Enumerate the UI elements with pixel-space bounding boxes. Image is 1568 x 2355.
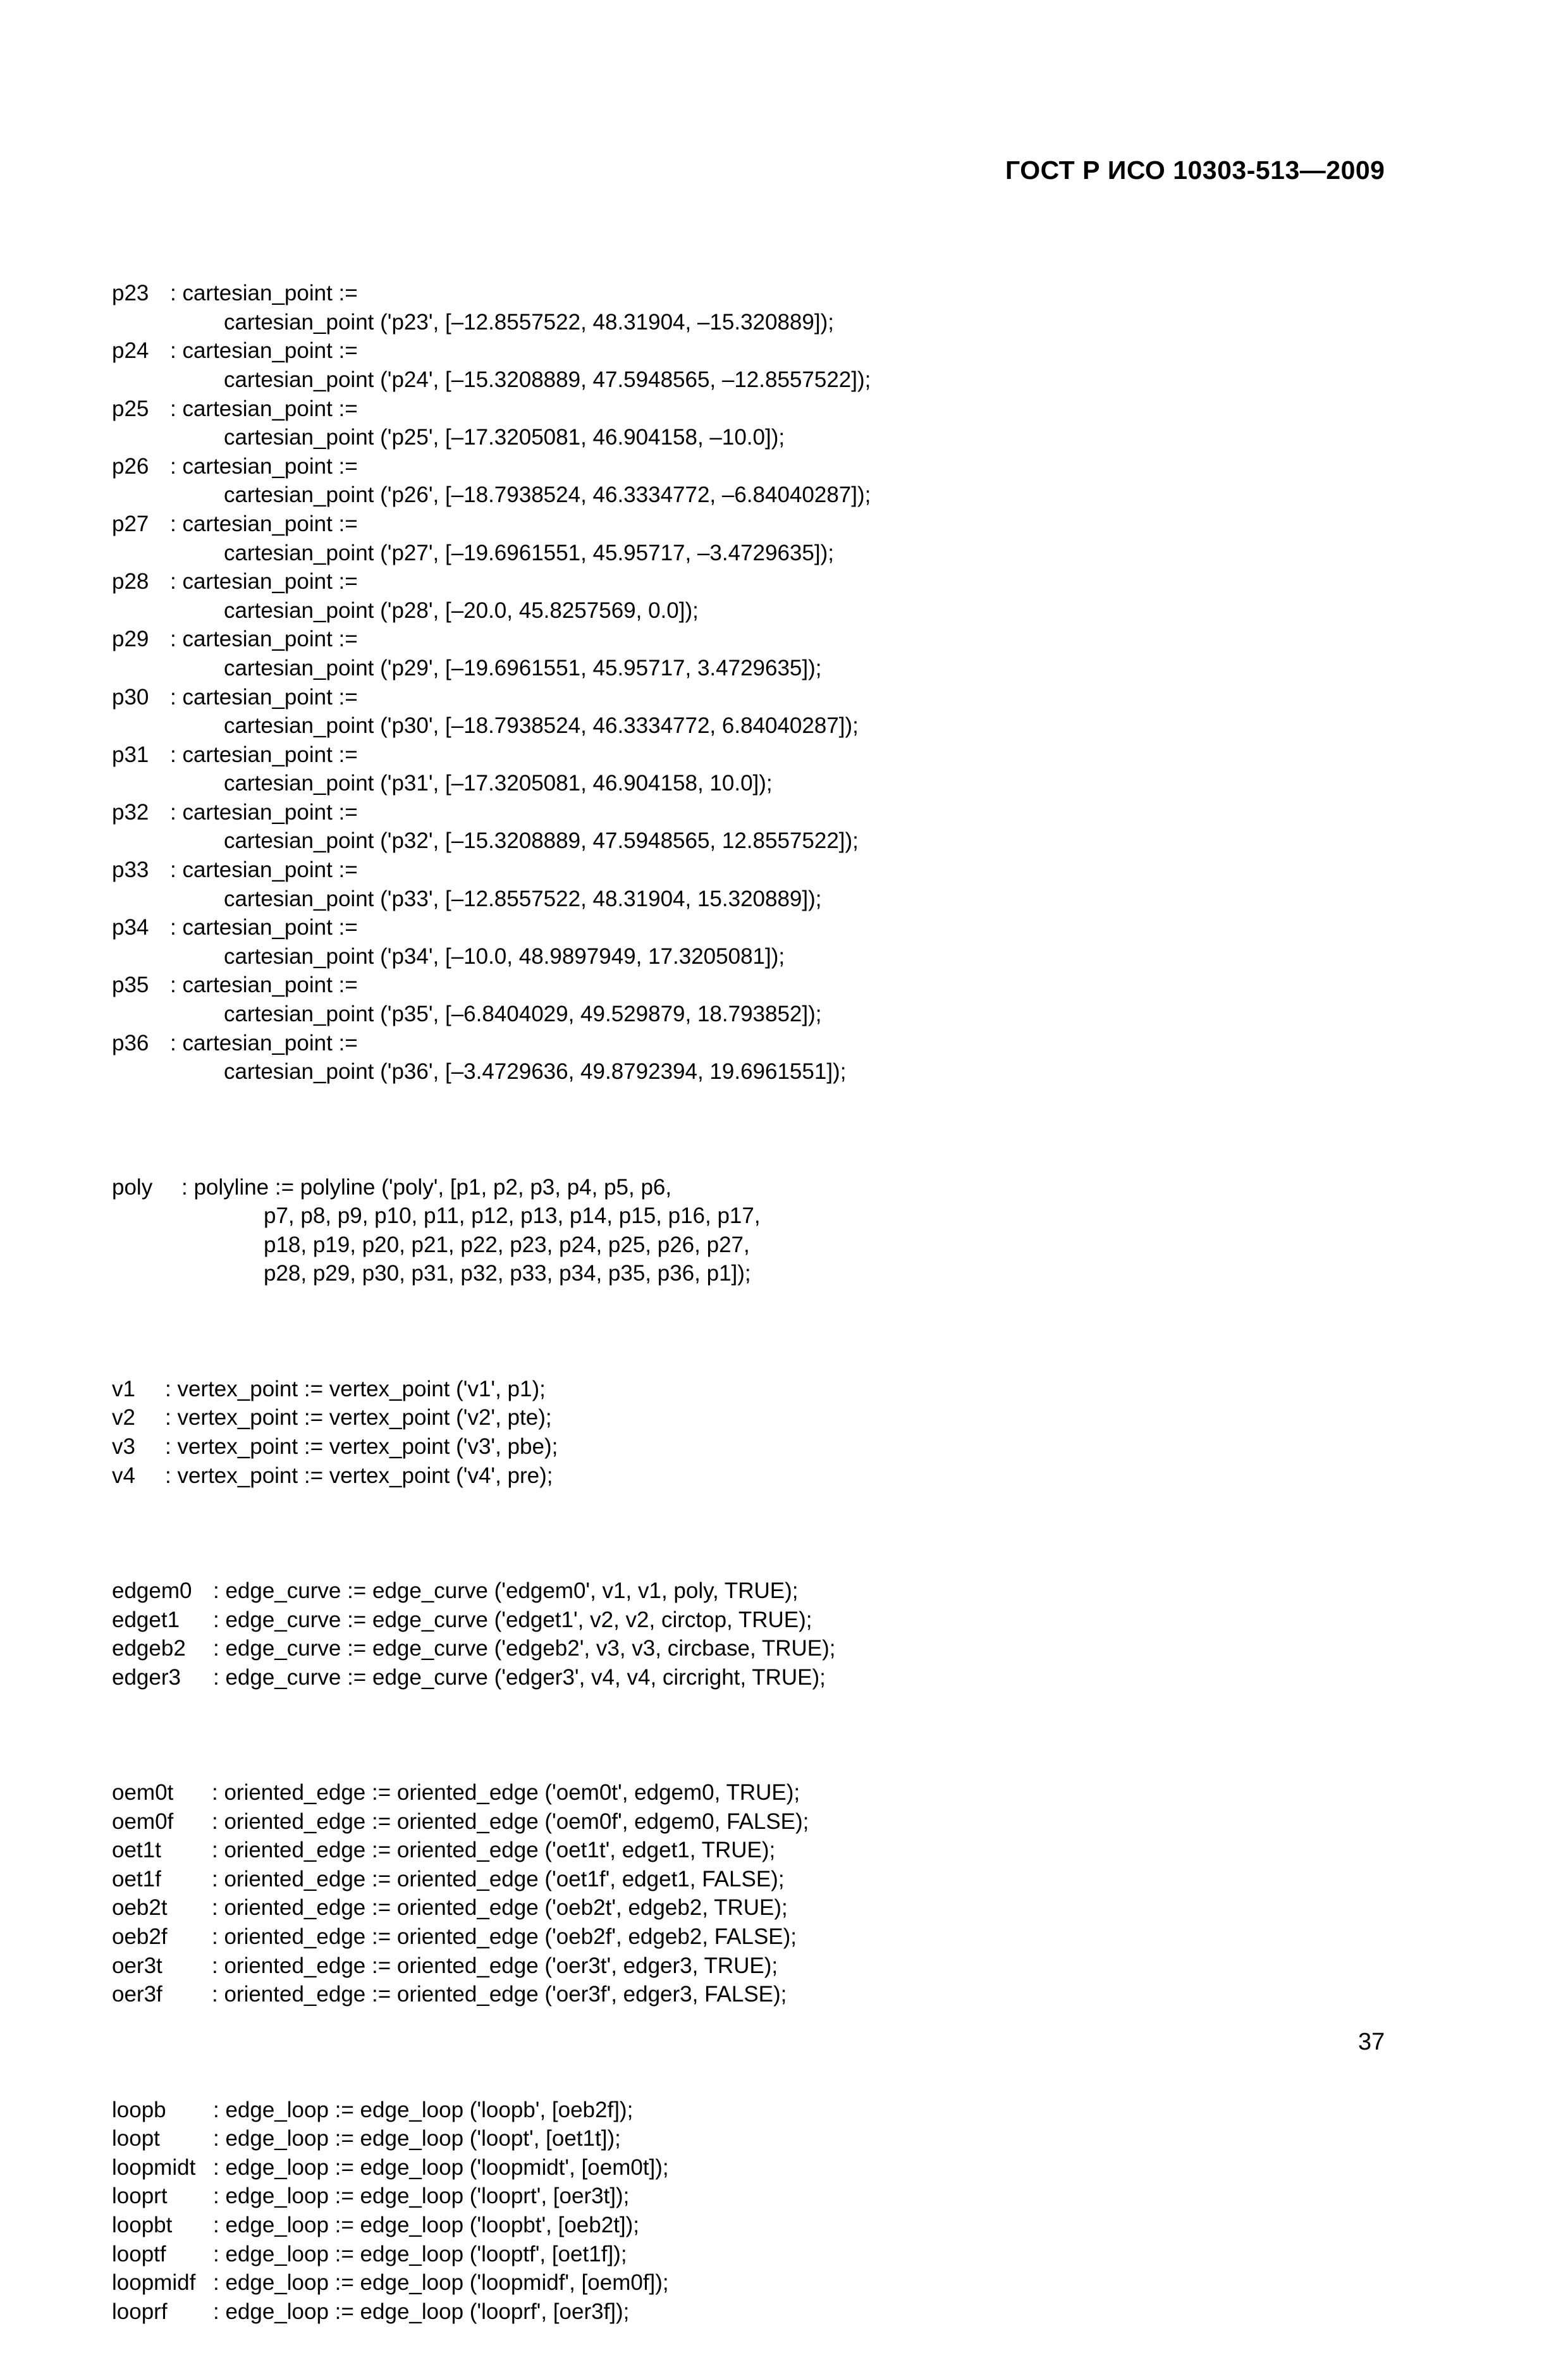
point-value: cartesian_point ('p35', [–6.8404029, 49.529879, 18.793852]);: [224, 1002, 822, 1027]
loop-row: [112, 2096, 871, 2125]
point-name: p31: [112, 742, 149, 767]
point-value: cartesian_point ('p31', [–17.3205081, 46.904158, 10.0]);: [224, 771, 773, 796]
point-name: p32: [112, 799, 149, 825]
point-def: : cartesian_point :=: [170, 396, 358, 421]
polyline-text: : polyline := polyline ('poly', [p1, p2, p3, p4, p5, p6,: [181, 1174, 672, 1200]
oriented-edge-row: [112, 1952, 871, 1981]
point-name: p30: [112, 684, 149, 710]
point-value-row: [112, 539, 871, 568]
vertex-block: [112, 1375, 871, 1490]
point-value-row: [112, 366, 871, 395]
point-value: cartesian_point ('p33', [–12.8557522, 48.31904, 15.320889]);: [224, 886, 822, 911]
oriented-edge-row-name: oer3f: [112, 1982, 162, 2007]
point-value-row: [112, 654, 871, 683]
oriented-edge-row: [112, 1980, 871, 2009]
loop-row: [112, 2211, 871, 2240]
loop-row: [112, 2124, 871, 2153]
point-def: : cartesian_point :=: [170, 453, 358, 479]
oriented-edge-row: [112, 1836, 871, 1865]
point-name: p23: [112, 281, 149, 306]
oriented-edge-row-name: oem0f: [112, 1809, 174, 1834]
edge-row-name: edget1: [112, 1607, 180, 1632]
oriented-edge-row-value: : oriented_edge := oriented_edge ('oer3t', edger3, TRUE);: [212, 1953, 778, 1978]
point-def: : cartesian_point :=: [170, 569, 358, 594]
polyline-row: [112, 1202, 871, 1231]
point-decl-row: [112, 1029, 871, 1058]
vertex-row-name: v2: [112, 1405, 135, 1430]
edge-row-value: : edge_curve := edge_curve ('edgem0', v1, v1, poly, TRUE);: [213, 1578, 799, 1603]
point-value-row: [112, 1057, 871, 1086]
oriented-edge-row-value: : oriented_edge := oriented_edge ('oer3f', edger3, FALSE);: [212, 1982, 787, 2007]
loop-row: [112, 2240, 871, 2269]
loop-row: [112, 2268, 871, 2297]
point-value-row: [112, 308, 871, 337]
oriented-edge-row-value: : oriented_edge := oriented_edge ('oet1f', edget1, FALSE);: [212, 1866, 785, 1891]
point-value: cartesian_point ('p25', [–17.3205081, 46.904158, –10.0]);: [224, 425, 785, 450]
edge-row-value: : edge_curve := edge_curve ('edgeb2', v3, v3, circbase, TRUE);: [213, 1636, 836, 1661]
loop-row-value: : edge_loop := edge_loop ('loopt', [oet1t]);: [213, 2126, 621, 2151]
point-decl-row: [112, 625, 871, 654]
loop-row: [112, 2297, 871, 2327]
point-def: : cartesian_point :=: [170, 338, 358, 364]
point-decl-row: [112, 913, 871, 942]
polyline-row: [112, 1231, 871, 1260]
loop-row-value: : edge_loop := edge_loop ('loopmidt', [oem0t]);: [213, 2155, 669, 2180]
point-value-row: [112, 827, 871, 856]
point-value-row: [112, 1000, 871, 1029]
loop-row-name: loopt: [112, 2126, 160, 2151]
point-value-row: [112, 481, 871, 510]
point-decl-row: [112, 971, 871, 1000]
point-name: p36: [112, 1030, 149, 1055]
point-decl-row: [112, 336, 871, 366]
edge-row: [112, 1577, 871, 1606]
edge-row-name: edgeb2: [112, 1636, 186, 1661]
vertex-row-value: : vertex_point := vertex_point ('v3', pbe);: [165, 1434, 558, 1459]
point-decl-row: [112, 279, 871, 308]
vertex-row-value: : vertex_point := vertex_point ('v1', p1);: [165, 1376, 546, 1401]
edge-row-value: : edge_curve := edge_curve ('edger3', v4, v4, circright, TRUE);: [213, 1664, 826, 1690]
point-def: : cartesian_point :=: [170, 915, 358, 940]
code-listing: [112, 221, 871, 2355]
point-value: cartesian_point ('p36', [–3.4729636, 49.8792394, 19.6961551]);: [224, 1059, 847, 1085]
point-def: : cartesian_point :=: [170, 858, 358, 883]
point-value: cartesian_point ('p34', [–10.0, 48.9897949, 17.3205081]);: [224, 944, 785, 969]
point-value-row: [112, 711, 871, 741]
loop-row-name: looptf: [112, 2241, 166, 2266]
point-value-row: [112, 769, 871, 798]
point-value: cartesian_point ('p32', [–15.3208889, 47.5948565, 12.8557522]);: [224, 828, 859, 854]
loop-row-name: loopb: [112, 2097, 166, 2122]
polyline-block: [112, 1173, 871, 1288]
polyline-row: [112, 1173, 871, 1202]
point-name: p28: [112, 569, 149, 594]
edge-row: [112, 1663, 871, 1692]
point-value: cartesian_point ('p30', [–18.7938524, 46.3334772, 6.84040287]);: [224, 713, 859, 739]
edge-block: [112, 1577, 871, 1692]
document-header: ГОСТ Р ИСО 10303-513—2009: [1005, 156, 1385, 185]
polyline-text: p28, p29, p30, p31, p32, p33, p34, p35, p36, p1]);: [264, 1261, 751, 1286]
point-value-row: [112, 942, 871, 971]
polyline-text: p7, p8, p9, p10, p11, p12, p13, p14, p15, p16, p17,: [264, 1203, 761, 1229]
point-def: : cartesian_point :=: [170, 1030, 358, 1055]
point-decl-row: [112, 856, 871, 885]
point-value-row: [112, 596, 871, 625]
point-decl-row: [112, 452, 871, 481]
loop-row-name: looprf: [112, 2299, 168, 2324]
point-name: p29: [112, 627, 149, 652]
vertex-row-value: : vertex_point := vertex_point ('v4', pre);: [165, 1463, 553, 1488]
vertex-row: [112, 1432, 871, 1461]
oriented-edge-row-value: : oriented_edge := oriented_edge ('oet1t', edget1, TRUE);: [212, 1838, 776, 1863]
vertex-row-name: v4: [112, 1463, 135, 1488]
loop-row-value: : edge_loop := edge_loop ('looprf', [oer3f]);: [213, 2299, 630, 2324]
oriented-edge-row-name: oem0t: [112, 1780, 174, 1805]
point-value-row: [112, 423, 871, 452]
loop-row: [112, 2182, 871, 2211]
point-value: cartesian_point ('p29', [–19.6961551, 45.95717, 3.4729635]);: [224, 655, 822, 680]
loop-row-name: loopbt: [112, 2212, 173, 2237]
loop-block: [112, 2096, 871, 2327]
point-decl-row: [112, 510, 871, 539]
oriented-edge-row: [112, 1893, 871, 1922]
oriented-edge-row-value: : oriented_edge := oriented_edge ('oem0t', edgem0, TRUE);: [212, 1780, 800, 1805]
points-block: [112, 279, 871, 1086]
point-def: : cartesian_point :=: [170, 684, 358, 710]
oriented-edge-row: [112, 1778, 871, 1807]
oriented-edge-row-name: oet1f: [112, 1866, 161, 1891]
oriented-edge-row-name: oeb2f: [112, 1924, 168, 1950]
oriented-edge-row: [112, 1865, 871, 1894]
loop-row: [112, 2153, 871, 2182]
point-name: p25: [112, 396, 149, 421]
edge-row-name: edger3: [112, 1664, 181, 1690]
point-value: cartesian_point ('p27', [–19.6961551, 45.95717, –3.4729635]);: [224, 540, 834, 565]
point-def: : cartesian_point :=: [170, 281, 358, 306]
point-value: cartesian_point ('p26', [–18.7938524, 46.3334772, –6.84040287]);: [224, 483, 871, 508]
vertex-row: [112, 1461, 871, 1491]
loop-row-value: : edge_loop := edge_loop ('looptf', [oet1f]);: [213, 2241, 627, 2266]
oriented-edge-row-value: : oriented_edge := oriented_edge ('oeb2f', edgeb2, FALSE);: [212, 1924, 797, 1950]
oriented-edge-row: [112, 1807, 871, 1836]
polyline-name: poly: [112, 1174, 153, 1200]
loop-row-name: looprt: [112, 2184, 168, 2209]
loop-row-name: loopmidt: [112, 2155, 196, 2180]
point-decl-row: [112, 741, 871, 770]
vertex-row: [112, 1375, 871, 1404]
vertex-row-name: v1: [112, 1376, 135, 1401]
polyline-text: p18, p19, p20, p21, p22, p23, p24, p25, p26, p27,: [264, 1232, 750, 1257]
edge-row-value: : edge_curve := edge_curve ('edget1', v2, v2, circtop, TRUE);: [213, 1607, 812, 1632]
point-value: cartesian_point ('p24', [–15.3208889, 47.5948565, –12.8557522]);: [224, 367, 871, 392]
page-number: 37: [1358, 2029, 1385, 2055]
edge-row-name: edgem0: [112, 1578, 192, 1603]
oriented-edge-block: [112, 1778, 871, 2009]
edge-row: [112, 1606, 871, 1635]
loop-row-value: : edge_loop := edge_loop ('loopb', [oeb2f]);: [213, 2097, 634, 2122]
point-def: : cartesian_point :=: [170, 511, 358, 536]
point-decl-row: [112, 395, 871, 424]
point-name: p34: [112, 915, 149, 940]
loop-row-value: : edge_loop := edge_loop ('loopbt', [oeb2t]);: [213, 2212, 640, 2237]
point-def: : cartesian_point :=: [170, 627, 358, 652]
point-name: p33: [112, 858, 149, 883]
point-decl-row: [112, 798, 871, 827]
point-decl-row: [112, 683, 871, 712]
point-def: : cartesian_point :=: [170, 742, 358, 767]
point-decl-row: [112, 567, 871, 596]
loop-row-name: loopmidf: [112, 2270, 196, 2296]
oriented-edge-row-name: oeb2t: [112, 1895, 168, 1921]
point-value: cartesian_point ('p23', [–12.8557522, 48.31904, –15.320889]);: [224, 309, 834, 335]
point-value-row: [112, 885, 871, 914]
oriented-edge-row-value: : oriented_edge := oriented_edge ('oem0f', edgem0, FALSE);: [212, 1809, 809, 1834]
oriented-edge-row-name: oet1t: [112, 1838, 161, 1863]
point-name: p27: [112, 511, 149, 536]
point-name: p35: [112, 973, 149, 998]
vertex-row-name: v3: [112, 1434, 135, 1459]
point-name: p26: [112, 453, 149, 479]
oriented-edge-row-value: : oriented_edge := oriented_edge ('oeb2t', edgeb2, TRUE);: [212, 1895, 788, 1921]
vertex-row: [112, 1403, 871, 1432]
loop-row-value: : edge_loop := edge_loop ('looprt', [oer3t]);: [213, 2184, 630, 2209]
edge-row: [112, 1634, 871, 1663]
loop-row-value: : edge_loop := edge_loop ('loopmidf', [oem0f]);: [213, 2270, 669, 2296]
polyline-row: [112, 1259, 871, 1288]
point-name: p24: [112, 338, 149, 364]
oriented-edge-row: [112, 1922, 871, 1952]
oriented-edge-row-name: oer3t: [112, 1953, 162, 1978]
point-value: cartesian_point ('p28', [–20.0, 45.8257569, 0.0]);: [224, 598, 699, 623]
point-def: : cartesian_point :=: [170, 973, 358, 998]
point-def: : cartesian_point :=: [170, 799, 358, 825]
vertex-row-value: : vertex_point := vertex_point ('v2', pte);: [165, 1405, 552, 1430]
